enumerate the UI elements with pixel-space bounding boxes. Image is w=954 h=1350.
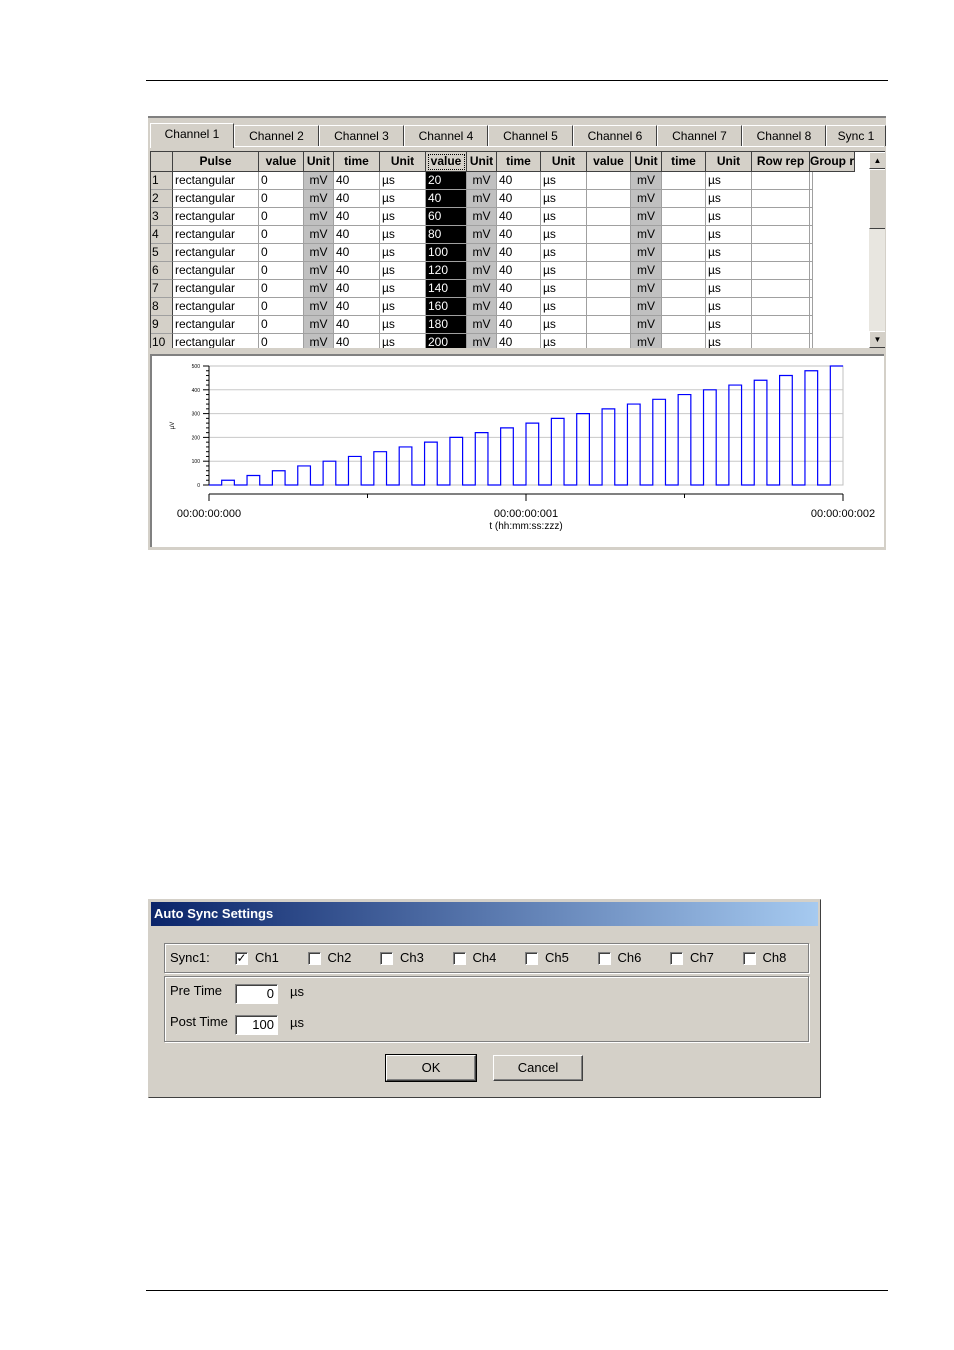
- ch7-label[interactable]: Ch7: [690, 950, 714, 965]
- row-number[interactable]: 8: [151, 298, 173, 316]
- table-cell[interactable]: µs: [706, 298, 752, 316]
- table-cell[interactable]: 160: [426, 298, 467, 316]
- table-cell[interactable]: mV: [631, 280, 662, 298]
- row-number[interactable]: 2: [151, 190, 173, 208]
- tab-channel-8[interactable]: Channel 8: [742, 125, 826, 146]
- table-cell[interactable]: [752, 244, 810, 262]
- table-cell[interactable]: µs: [380, 244, 426, 262]
- table-cell[interactable]: µs: [706, 262, 752, 280]
- column-header-value[interactable]: value: [259, 152, 304, 172]
- table-cell[interactable]: mV: [304, 244, 334, 262]
- table-cell[interactable]: µs: [541, 316, 587, 334]
- table-cell[interactable]: mV: [304, 334, 334, 348]
- table-cell[interactable]: [752, 226, 810, 244]
- table-cell[interactable]: mV: [304, 298, 334, 316]
- table-cell[interactable]: 40: [334, 226, 380, 244]
- table-cell[interactable]: rectangular: [173, 334, 259, 348]
- table-cell[interactable]: µs: [380, 316, 426, 334]
- table-cell[interactable]: 0: [259, 316, 304, 334]
- table-cell[interactable]: [587, 298, 631, 316]
- row-number[interactable]: 7: [151, 280, 173, 298]
- x-tick-label: 00:00:00:002: [810, 508, 876, 520]
- row-number[interactable]: 5: [151, 244, 173, 262]
- table-cell[interactable]: µs: [541, 280, 587, 298]
- table-cell[interactable]: mV: [631, 316, 662, 334]
- table-cell[interactable]: mV: [631, 172, 662, 190]
- table-cell[interactable]: 20: [426, 172, 467, 190]
- table-cell[interactable]: [587, 316, 631, 334]
- table-cell[interactable]: µs: [380, 298, 426, 316]
- table-cell[interactable]: [810, 280, 813, 298]
- table-cell[interactable]: 0: [259, 244, 304, 262]
- table-cell[interactable]: µs: [380, 208, 426, 226]
- tab-sync-1[interactable]: Sync 1: [826, 125, 886, 146]
- y-tick-label: 500: [191, 364, 200, 370]
- table-cell[interactable]: µs: [541, 208, 587, 226]
- table-cell[interactable]: [587, 262, 631, 280]
- table-cell[interactable]: [810, 262, 813, 280]
- table-cell[interactable]: 0: [259, 226, 304, 244]
- dialog-title: Auto Sync Settings: [154, 906, 274, 921]
- table-cell[interactable]: µs: [541, 190, 587, 208]
- y-axis-label: µV: [170, 421, 176, 430]
- ch3-checkbox[interactable]: [380, 952, 393, 965]
- tab-channel-5[interactable]: Channel 5: [488, 125, 573, 146]
- scroll-up-icon[interactable]: ▲: [869, 152, 885, 169]
- ch4-checkbox[interactable]: [453, 952, 466, 965]
- table-cell[interactable]: rectangular: [173, 208, 259, 226]
- table-cell[interactable]: mV: [631, 298, 662, 316]
- table-cell[interactable]: µs: [706, 244, 752, 262]
- table-cell[interactable]: µs: [706, 208, 752, 226]
- table-cell[interactable]: 40: [497, 298, 541, 316]
- table-cell[interactable]: [662, 280, 706, 298]
- tab-channel-4[interactable]: Channel 4: [404, 125, 488, 146]
- dialog-title-bar[interactable]: [151, 902, 818, 926]
- scroll-down-icon[interactable]: ▼: [869, 331, 885, 348]
- tab-channel-6[interactable]: Channel 6: [573, 125, 657, 146]
- table-vertical-scrollbar[interactable]: [869, 152, 885, 348]
- table-cell[interactable]: [752, 316, 810, 334]
- table-cell[interactable]: rectangular: [173, 262, 259, 280]
- table-cell[interactable]: 40: [334, 298, 380, 316]
- row-number[interactable]: 3: [151, 208, 173, 226]
- table-cell[interactable]: 40: [334, 334, 380, 348]
- table-cell[interactable]: µs: [706, 316, 752, 334]
- table-cell[interactable]: mV: [304, 316, 334, 334]
- table-cell[interactable]: mV: [631, 334, 662, 348]
- table-cell[interactable]: [810, 244, 813, 262]
- time-settings-group: [164, 976, 809, 1042]
- table-cell[interactable]: 40: [426, 190, 467, 208]
- waveform-preview: [150, 354, 884, 547]
- table-cell[interactable]: [587, 334, 631, 348]
- table-cell[interactable]: µs: [380, 280, 426, 298]
- table-cell[interactable]: µs: [541, 298, 587, 316]
- column-header-unit[interactable]: Unit: [304, 152, 334, 172]
- row-number[interactable]: 1: [151, 172, 173, 190]
- table-cell[interactable]: [810, 226, 813, 244]
- table-cell[interactable]: [662, 298, 706, 316]
- y-tick-label: 100: [191, 459, 200, 466]
- table-cell[interactable]: [752, 172, 810, 190]
- column-header-group-r[interactable]: Group r: [810, 152, 855, 172]
- column-header-time[interactable]: time: [334, 152, 380, 172]
- table-cell[interactable]: mV: [467, 334, 497, 348]
- column-header-unit[interactable]: Unit: [631, 152, 662, 172]
- sync-channel-group: [164, 943, 809, 973]
- table-cell[interactable]: mV: [467, 244, 497, 262]
- table-cell[interactable]: µs: [380, 262, 426, 280]
- table-cell[interactable]: [662, 316, 706, 334]
- ch2-checkbox[interactable]: [308, 952, 321, 965]
- table-cell[interactable]: 40: [497, 226, 541, 244]
- table-cell[interactable]: µs: [706, 280, 752, 298]
- table-cell[interactable]: µs: [706, 190, 752, 208]
- pulse-table: [150, 151, 885, 348]
- table-cell[interactable]: 40: [497, 316, 541, 334]
- table-cell[interactable]: 100: [426, 244, 467, 262]
- table-cell[interactable]: 0: [259, 190, 304, 208]
- table-cell[interactable]: 60: [426, 208, 467, 226]
- y-tick-label: 200: [191, 435, 200, 442]
- table-cell[interactable]: 40: [497, 262, 541, 280]
- table-cell[interactable]: mV: [631, 262, 662, 280]
- table-cell[interactable]: [587, 280, 631, 298]
- x-tick-label: 00:00:00:000: [176, 508, 242, 520]
- table-cell[interactable]: mV: [304, 208, 334, 226]
- table-cell[interactable]: 180: [426, 316, 467, 334]
- table-cell[interactable]: [752, 298, 810, 316]
- table-cell[interactable]: µs: [541, 172, 587, 190]
- table-cell[interactable]: 40: [497, 208, 541, 226]
- table-cell[interactable]: mV: [467, 298, 497, 316]
- table-cell[interactable]: 40: [497, 172, 541, 190]
- window-top-border: [148, 116, 886, 118]
- table-cell[interactable]: mV: [467, 316, 497, 334]
- table-cell[interactable]: [662, 172, 706, 190]
- column-header-unit[interactable]: Unit: [467, 152, 497, 172]
- post-time-input[interactable]: 100: [235, 1015, 278, 1035]
- table-cell[interactable]: µs: [541, 226, 587, 244]
- cancel-button[interactable]: Cancel: [493, 1055, 583, 1081]
- table-cell[interactable]: [662, 226, 706, 244]
- table-cell[interactable]: mV: [631, 244, 662, 262]
- table-cell[interactable]: mV: [304, 172, 334, 190]
- table-cell[interactable]: [810, 316, 813, 334]
- table-cell[interactable]: [810, 298, 813, 316]
- tab-channel-7[interactable]: Channel 7: [657, 125, 742, 146]
- ch6-label[interactable]: Ch6: [617, 950, 642, 965]
- table-cell[interactable]: rectangular: [173, 316, 259, 334]
- table-cell[interactable]: 40: [497, 190, 541, 208]
- table-cell[interactable]: mV: [467, 172, 497, 190]
- table-cell[interactable]: [587, 172, 631, 190]
- table-cell[interactable]: mV: [304, 262, 334, 280]
- column-header-pulse[interactable]: Pulse: [173, 152, 259, 172]
- table-cell[interactable]: [587, 208, 631, 226]
- table-cell[interactable]: 40: [497, 244, 541, 262]
- ch8-label[interactable]: Ch8: [762, 950, 787, 965]
- footer-rule: [146, 1290, 888, 1291]
- table-cell[interactable]: rectangular: [173, 172, 259, 190]
- table-cell[interactable]: µs: [541, 244, 587, 262]
- post-time-label: Post Time: [170, 1014, 228, 1029]
- table-cell[interactable]: µs: [541, 262, 587, 280]
- column-header-unit[interactable]: Unit: [541, 152, 587, 172]
- table-cell[interactable]: 0: [259, 334, 304, 348]
- tab-channel-1[interactable]: Channel 1: [150, 123, 234, 148]
- waveform-chart: [152, 356, 884, 547]
- pre-time-input[interactable]: 0: [235, 984, 278, 1004]
- channel-tab-strip: [150, 125, 886, 147]
- scroll-thumb[interactable]: [869, 169, 885, 229]
- table-cell[interactable]: 40: [334, 316, 380, 334]
- header-rule: [146, 80, 888, 81]
- column-header-time[interactable]: time: [662, 152, 706, 172]
- ch5-label[interactable]: Ch5: [545, 950, 569, 965]
- y-tick-label: 300: [191, 411, 200, 418]
- table-cell[interactable]: [810, 190, 813, 208]
- table-cell[interactable]: [810, 208, 813, 226]
- table-cell[interactable]: mV: [467, 262, 497, 280]
- column-header-unit[interactable]: Unit: [706, 152, 752, 172]
- sync1-label: Sync1:: [170, 950, 210, 965]
- row-number[interactable]: 10: [151, 334, 173, 348]
- table-cell[interactable]: mV: [467, 226, 497, 244]
- table-cell[interactable]: 0: [259, 280, 304, 298]
- table-cell[interactable]: 0: [259, 172, 304, 190]
- column-header-time[interactable]: time: [497, 152, 541, 172]
- row-number[interactable]: 6: [151, 262, 173, 280]
- table-cell[interactable]: 0: [259, 208, 304, 226]
- table-cell[interactable]: [752, 334, 810, 348]
- table-cell[interactable]: mV: [304, 280, 334, 298]
- table-cell[interactable]: µs: [380, 190, 426, 208]
- table-cell[interactable]: 40: [334, 280, 380, 298]
- table-cell[interactable]: [752, 280, 810, 298]
- tab-channel-2[interactable]: Channel 2: [234, 125, 319, 146]
- ch4-label[interactable]: Ch4: [472, 950, 497, 965]
- table-cell[interactable]: [662, 190, 706, 208]
- table-cell[interactable]: rectangular: [173, 298, 259, 316]
- y-tick-label: 0: [197, 483, 200, 489]
- table-cell[interactable]: [752, 262, 810, 280]
- table-cell[interactable]: mV: [631, 226, 662, 244]
- ch6-checkbox[interactable]: [598, 952, 611, 965]
- ch2-label[interactable]: Ch2: [327, 950, 352, 965]
- table-cell[interactable]: µs: [706, 334, 752, 348]
- pre-time-label: Pre Time: [170, 983, 223, 998]
- table-cell[interactable]: [752, 208, 810, 226]
- table-cell[interactable]: [587, 244, 631, 262]
- row-number[interactable]: 9: [151, 316, 173, 334]
- table-cell[interactable]: rectangular: [173, 280, 259, 298]
- table-cell[interactable]: 140: [426, 280, 467, 298]
- table-cell[interactable]: [662, 334, 706, 348]
- pre-time-unit: µs: [290, 984, 304, 999]
- column-header-unit[interactable]: Unit: [380, 152, 426, 172]
- ch1-label[interactable]: Ch1: [255, 950, 279, 965]
- table-cell[interactable]: rectangular: [173, 190, 259, 208]
- table-cell[interactable]: [587, 226, 631, 244]
- row-number[interactable]: 4: [151, 226, 173, 244]
- pulse-editor-window: [148, 116, 886, 550]
- table-cell[interactable]: 40: [334, 262, 380, 280]
- column-header-value[interactable]: value: [426, 152, 467, 172]
- table-cell[interactable]: [662, 208, 706, 226]
- table-cell[interactable]: mV: [467, 208, 497, 226]
- table-cell[interactable]: mV: [467, 280, 497, 298]
- ch1-checkbox[interactable]: ✓: [236, 951, 247, 965]
- table-cell[interactable]: 0: [259, 298, 304, 316]
- waveform-line: [209, 366, 843, 485]
- auto-sync-settings-dialog: [148, 899, 821, 1098]
- table-cell[interactable]: µs: [541, 334, 587, 348]
- table-cell[interactable]: 120: [426, 262, 467, 280]
- table-cell[interactable]: 40: [497, 280, 541, 298]
- ch3-label[interactable]: Ch3: [400, 950, 424, 965]
- table-cell[interactable]: 0: [259, 262, 304, 280]
- table-cell[interactable]: [662, 244, 706, 262]
- y-tick-label: 400: [191, 387, 200, 394]
- table-cell[interactable]: µs: [706, 172, 752, 190]
- table-cell[interactable]: rectangular: [173, 226, 259, 244]
- table-cell[interactable]: mV: [631, 190, 662, 208]
- table-cell[interactable]: 40: [334, 190, 380, 208]
- table-cell[interactable]: [662, 262, 706, 280]
- table-cell[interactable]: µs: [380, 172, 426, 190]
- table-cell[interactable]: [810, 334, 813, 348]
- table-cell[interactable]: rectangular: [173, 244, 259, 262]
- x-axis-label: t (hh:mm:ss:zzz): [489, 521, 563, 532]
- table-cell[interactable]: µs: [380, 334, 426, 348]
- tab-baseline: [150, 146, 884, 147]
- table-cell[interactable]: 40: [334, 172, 380, 190]
- table-cell[interactable]: µs: [706, 226, 752, 244]
- table-cell[interactable]: 40: [334, 244, 380, 262]
- table-cell[interactable]: 80: [426, 226, 467, 244]
- table-cell[interactable]: 40: [334, 208, 380, 226]
- table-cell[interactable]: [752, 190, 810, 208]
- table-cell[interactable]: mV: [304, 190, 334, 208]
- ok-button[interactable]: OK: [386, 1055, 476, 1081]
- post-time-unit: µs: [290, 1015, 304, 1030]
- tab-channel-3[interactable]: Channel 3: [319, 125, 404, 146]
- ch8-checkbox[interactable]: [743, 952, 756, 965]
- table-cell[interactable]: µs: [380, 226, 426, 244]
- column-header-value[interactable]: value: [587, 152, 631, 172]
- table-cell[interactable]: mV: [467, 190, 497, 208]
- table-cell[interactable]: 40: [497, 334, 541, 348]
- table-cell[interactable]: mV: [304, 226, 334, 244]
- table-corner: [151, 152, 173, 172]
- column-header-row-rep[interactable]: Row rep: [752, 152, 810, 172]
- table-cell[interactable]: 200: [426, 334, 467, 348]
- ch7-checkbox[interactable]: [670, 952, 683, 965]
- table-cell[interactable]: [587, 190, 631, 208]
- table-cell[interactable]: mV: [631, 208, 662, 226]
- x-tick-label: 00:00:00:001: [493, 508, 559, 520]
- ch5-checkbox[interactable]: [525, 952, 538, 965]
- table-cell[interactable]: [810, 172, 813, 190]
